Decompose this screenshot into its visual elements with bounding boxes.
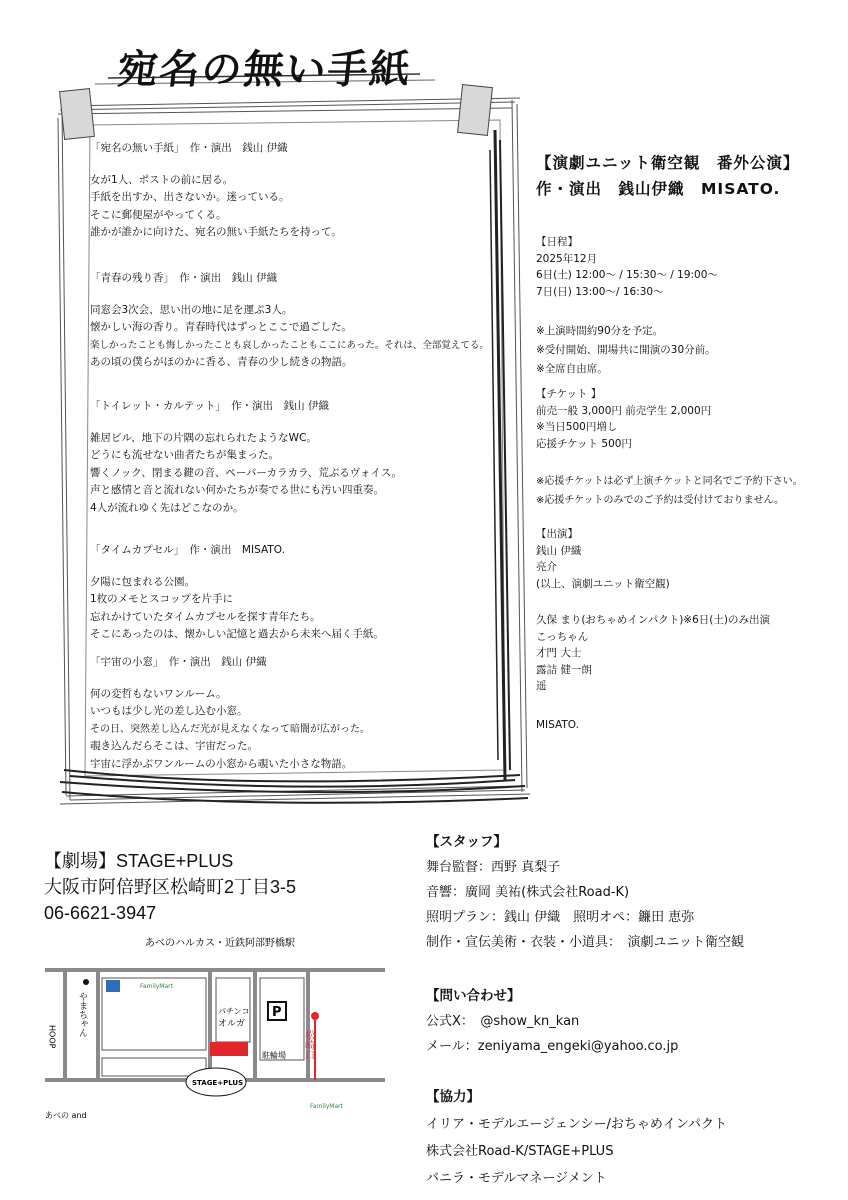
map-familymart-2: FamilyMart — [310, 1103, 343, 1110]
story-line: 4人が流れゆく先はどこなのか。 — [90, 501, 244, 514]
ticket-line: 応援チケット 500円 — [536, 437, 632, 450]
story-heading: 「青春の残り香」 作・演出 銭山 伊織 — [90, 272, 278, 284]
schedule-line: 7日(日) 13:00～/ 16:30～ — [536, 285, 664, 298]
ticket-section — [536, 386, 836, 510]
venue-address: 大阪市阿倍野区松崎町2丁目3-5 — [44, 877, 297, 897]
story-line: そこに郵便屋がやってくる。 — [90, 208, 227, 221]
event-header — [536, 150, 799, 202]
yamachan-marker — [83, 979, 89, 985]
access-map — [40, 930, 390, 1125]
cast-member: 銭山 伊織 — [536, 544, 582, 557]
story-line: 響くノック、閉まる鍵の音、ペーパーカラカラ、荒ぶるヴォイス。 — [90, 466, 403, 479]
map-hoop: HOOP — [47, 1025, 57, 1049]
story-line: 雑居ビル、地下の片隅の忘れられたようなWC。 — [90, 431, 317, 444]
map-abeno-and: あべの and — [45, 1111, 87, 1120]
ticket-note: ※応援チケットは必ず上演チケットと同名でご予約下さい。 — [536, 476, 803, 487]
story-5 — [90, 654, 510, 773]
contact-email: メール：zeniyama_engeki@yahoo.co.jp — [426, 1039, 679, 1054]
schedule-note: ※受付開始、開場共に開演の30分前。 — [536, 344, 716, 356]
story-heading: 「宛名の無い手紙」 作・演出 銭山 伊織 — [90, 142, 288, 154]
building-icon — [106, 980, 120, 992]
venue-phone: 06-6621-3947 — [44, 903, 157, 923]
story-line: 女が1人、ポストの前に居る。 — [90, 173, 234, 186]
story-line: 懐かしい海の香り。青春時代はずっとここで過ごした。 — [90, 321, 352, 333]
story-heading: 「宇宙の小窓」 作・演出 銭山 伊織 — [90, 656, 267, 668]
flyer-title: 宛名の無い手紙 — [115, 46, 415, 93]
story-line: 忘れかけていたタイムカプセルを探す青年たち。 — [90, 610, 321, 623]
story-line: 手紙を出すか、出さないか。迷っている。 — [90, 191, 290, 203]
map-yamachan: やまちゃん — [77, 992, 87, 1037]
cooperation-section — [426, 1084, 846, 1192]
parking-icon: P — [272, 1005, 282, 1020]
story-line: あの頃の僕らがほのかに香る、青春の少し続きの物語。 — [90, 356, 353, 368]
cooperation-line: バニラ・モデルマネージメント — [426, 1171, 607, 1186]
contact-x: 公式X： @show_kn_kan — [426, 1014, 580, 1029]
map-station-label: あべのハルカス・近鉄阿部野橋駅 — [145, 938, 295, 949]
schedule-note: ※上演時間約90分を予定。 — [536, 325, 664, 337]
cast-member: MISATO. — [536, 718, 579, 731]
staff-line: 制作・宣伝美術・衣装・小道具： 演劇ユニット衛空観 — [426, 935, 744, 950]
venue-name: 【劇場】STAGE+PLUS — [44, 851, 234, 871]
story-2 — [90, 270, 510, 372]
venue-marker — [210, 1042, 248, 1056]
story-line: どうにも流せない曲者たちが集まった。 — [90, 449, 279, 461]
event-title: 【演劇ユニット衛空観 番外公演】 — [536, 154, 800, 172]
schedule-note: ※全席自由席。 — [536, 363, 608, 375]
story-line: 何の変哲もないワンルーム。 — [90, 687, 227, 700]
story-line: そこにあったのは、懐かしい記憶と過去から未来へ届く手紙。 — [90, 628, 384, 640]
station-exit-marker — [311, 1012, 319, 1020]
story-heading: 「タイムカプセル」 作・演出 MISATO. — [90, 544, 285, 556]
schedule-heading: 【日程】 — [536, 236, 578, 248]
event-directors: 作・演出 銭山伊織 MISATO. — [536, 180, 781, 198]
cast-member: こっちゃん — [536, 630, 589, 643]
contact-heading: 【問い合わせ】 — [426, 988, 521, 1004]
story-line: 覗き込んだらそこは、宇宙だった。 — [90, 740, 258, 752]
map-parking-label: 駐輪場 — [262, 1051, 286, 1060]
ticket-line: ※当日500円増し — [536, 421, 618, 433]
cooperation-line: イリア・モデルエージェンシー/おちゃめインパクト — [426, 1117, 727, 1132]
staff-line: 音響：廣岡 美祐(株式会社Road-K) — [426, 885, 630, 900]
story-line: いつもは少し光の差し込む小窓。 — [90, 705, 248, 717]
story-1 — [90, 140, 510, 242]
staff-heading: 【スタッフ】 — [426, 834, 507, 850]
story-line: 宇宙に浮かぶワンルームの小窓から覗いた小さな物語。 — [90, 757, 353, 770]
story-3 — [90, 398, 510, 517]
contact-section — [426, 984, 846, 1059]
schedule-section — [536, 234, 836, 379]
map-stageplus: STAGE+PLUS — [192, 1079, 244, 1087]
story-4 — [90, 542, 510, 644]
cast-member: 亮介 — [536, 561, 557, 573]
ticket-line: 前売一般 3,000円 前売学生 2,000円 — [536, 404, 712, 417]
ticket-heading: 【チケット 】 — [536, 388, 602, 400]
staff-line: 照明プラン：銭山 伊織 照明オペ：鐮田 恵弥 — [426, 910, 695, 925]
staff-line: 舞台監督：西野 真梨子 — [426, 860, 561, 875]
cast-member: 遥 — [536, 680, 547, 692]
ticket-note: ※応援チケットのみでのご予約は受付けておりません。 — [536, 495, 785, 506]
schedule-line: 2025年12月 — [536, 252, 598, 265]
story-line: 1枚のメモとスコップを片手に — [90, 593, 233, 605]
cooperation-heading: 【協力】 — [426, 1089, 480, 1105]
cast-member: (以上、演劇ユニット衛空観) — [536, 577, 670, 590]
venue-section — [44, 848, 296, 926]
map-olga: オルガ — [218, 1019, 246, 1029]
cast-section — [536, 526, 836, 733]
story-line: 同窓会3次会、思い出の地に足を運ぶ3人。 — [90, 303, 293, 316]
story-heading: 「トイレット・カルテット」 作・演出 銭山 伊織 — [90, 400, 329, 412]
story-line: 誰かが誰かに向けた、宛名の無い手紙たちを持って。 — [90, 226, 342, 238]
staff-section — [426, 830, 846, 955]
cast-heading: 【出演】 — [536, 528, 578, 540]
cast-member: 久保 まり(おちゃめインパクト)※6日(土)のみ出演 — [536, 614, 770, 626]
map-pachinko: パチンコ — [218, 1007, 250, 1016]
cooperation-line: 株式会社Road-K/STAGE+PLUS — [426, 1144, 614, 1159]
schedule-line: 6日(土) 12:00～ / 15:30～ / 19:00～ — [536, 269, 718, 281]
story-line: 声と感情と音と流れない何かたちが奏でる世にも汚い四重奏。 — [90, 484, 384, 496]
story-line: 楽しかったことも悔しかったことも哀しかったこともここにあった。それは、全部覚えてる。 — [90, 339, 489, 351]
story-line: その日、突然差し込んだ光が見えなくなって暗闇が広がった。 — [90, 723, 370, 735]
map-matsuzakiguchi: 松崎口 — [302, 1030, 314, 1060]
map-familymart-1: FamilyMart — [140, 983, 173, 990]
story-line: 夕陽に包まれる公園。 — [90, 575, 195, 588]
cast-member: 露詰 健一朗 — [536, 663, 592, 676]
cast-member: 才門 大士 — [536, 647, 582, 659]
